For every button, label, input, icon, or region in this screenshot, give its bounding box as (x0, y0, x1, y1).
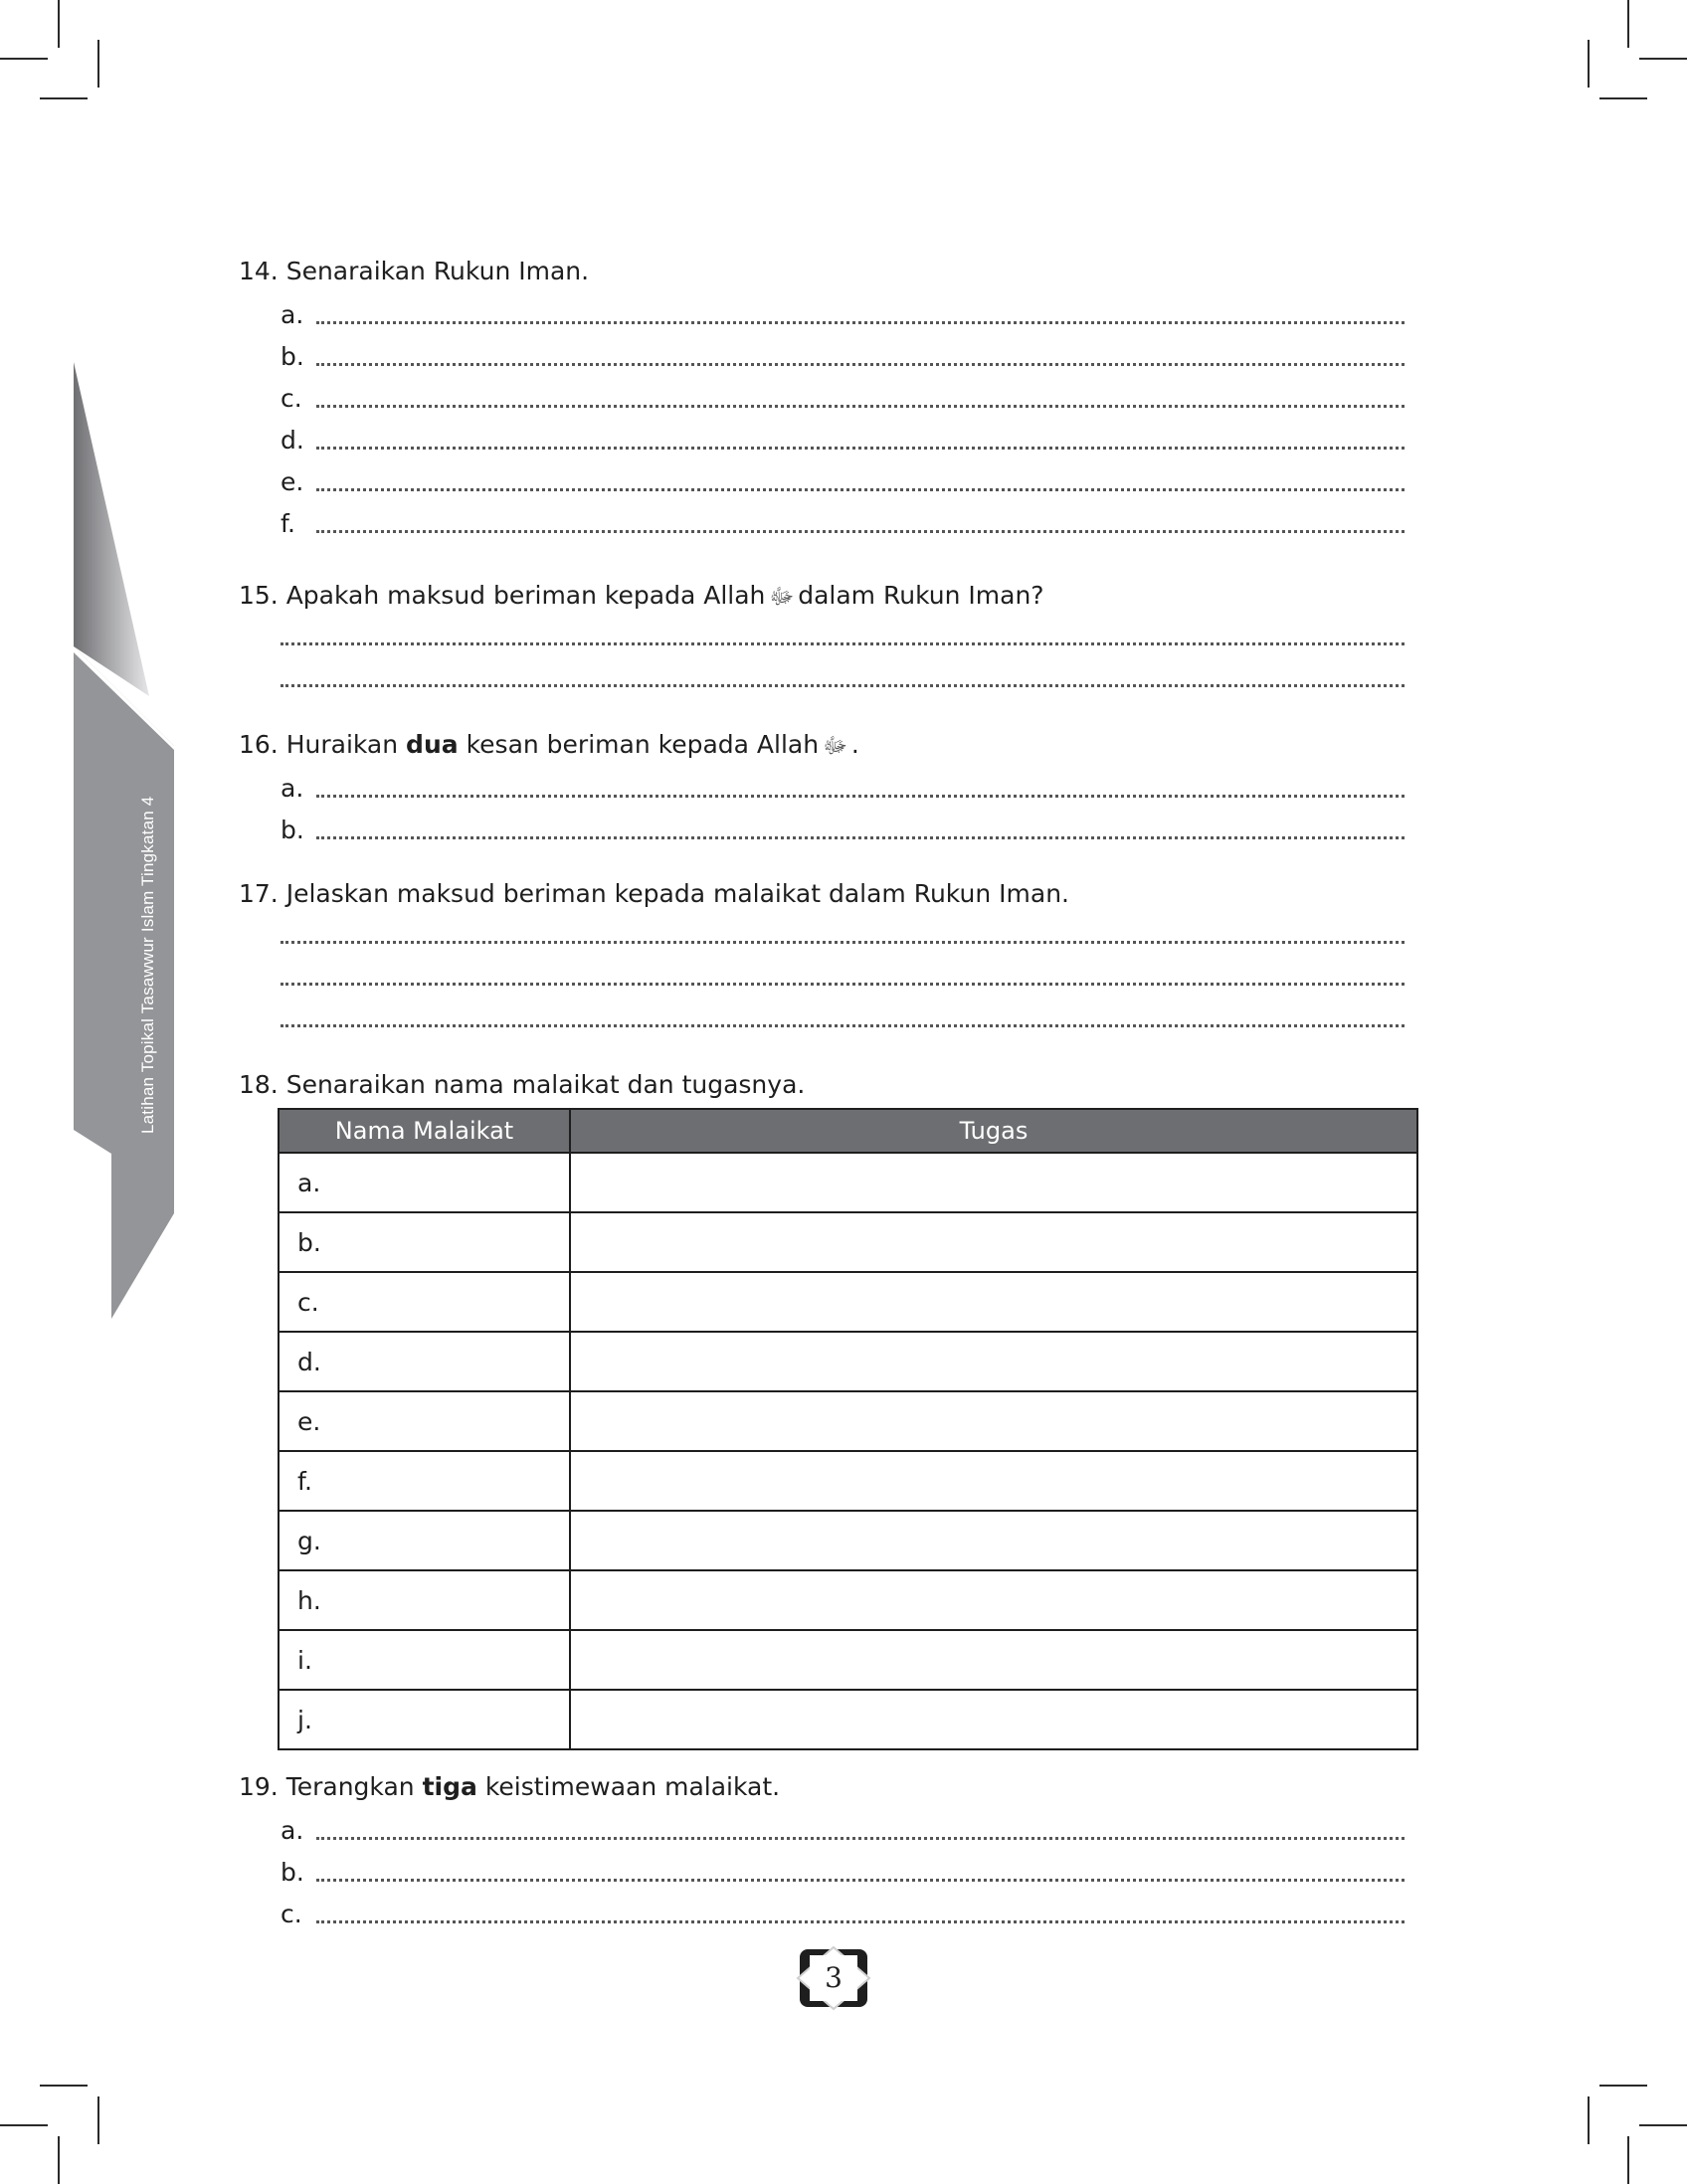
answer-label: c. (281, 1900, 302, 1928)
tugas-cell[interactable] (570, 1570, 1417, 1630)
table-row (279, 1630, 1417, 1690)
row-label[interactable]: g. (279, 1511, 570, 1570)
answer-line[interactable] (281, 1816, 1405, 1848)
tugas-cell[interactable] (570, 1212, 1417, 1272)
answer-line[interactable] (281, 1900, 1405, 1931)
answer-label: a. (281, 300, 304, 329)
answer-line[interactable] (281, 426, 1405, 457)
table-header-row (279, 1109, 1417, 1153)
question-14: 14. Senaraikan Rukun Iman. (239, 257, 590, 285)
answer-label: a. (281, 774, 304, 803)
side-tab-label: Latihan Topikal Tasawwur Islam Tingkatan 4 (138, 796, 157, 1134)
row-label[interactable]: f. (279, 1451, 570, 1511)
answer-label: f. (281, 509, 295, 538)
page-number-badge (796, 1945, 871, 2011)
question-18: 18. Senaraikan nama malaikat dan tugasnya. (239, 1070, 806, 1099)
row-label[interactable]: c. (279, 1272, 570, 1332)
tugas-cell[interactable] (570, 1511, 1417, 1570)
answer-line[interactable] (281, 642, 1405, 645)
answer-label: b. (281, 342, 304, 371)
answer-line[interactable] (281, 467, 1405, 499)
table-row (279, 1332, 1417, 1391)
question-text: 16. Huraikan (239, 730, 407, 759)
answer-line[interactable] (281, 300, 1405, 332)
answer-label: a. (281, 1816, 304, 1845)
table-row (279, 1511, 1417, 1570)
question-emphasis: tiga (422, 1772, 477, 1801)
crop-mark (0, 58, 48, 60)
crop-mark (1639, 58, 1687, 60)
table-row (279, 1690, 1417, 1749)
answer-line[interactable] (281, 1024, 1405, 1027)
allah-honorific-icon: ﷻ (823, 734, 847, 759)
question-text: kesan beriman kepada Allah (458, 730, 820, 759)
dotted-line (316, 836, 1405, 839)
crop-mark (40, 2085, 88, 2087)
crop-mark (58, 2136, 60, 2184)
crop-mark (1599, 2085, 1647, 2087)
crop-mark (40, 97, 88, 99)
tugas-cell[interactable] (570, 1153, 1417, 1212)
crop-mark (1627, 0, 1629, 48)
question-16 (239, 730, 859, 764)
question-19 (239, 1772, 780, 1801)
dotted-line (316, 447, 1405, 450)
answer-label: c. (281, 384, 302, 413)
dotted-line (316, 1837, 1405, 1840)
crop-mark (1599, 97, 1647, 99)
answer-label: b. (281, 816, 304, 844)
question-text: dalam Rukun Iman? (798, 581, 1044, 610)
answer-line[interactable] (281, 774, 1405, 806)
answer-line[interactable] (281, 941, 1405, 944)
header-nama-malaikat: Nama Malaikat (279, 1109, 570, 1153)
dotted-line (316, 1879, 1405, 1882)
header-tugas: Tugas (570, 1109, 1417, 1153)
answer-line[interactable] (281, 509, 1405, 541)
dotted-line (316, 488, 1405, 491)
table-row (279, 1391, 1417, 1451)
allah-honorific-icon: ﷻ (769, 585, 795, 610)
answer-label: b. (281, 1858, 304, 1887)
crop-mark (0, 2124, 48, 2126)
crop-mark (1588, 2096, 1590, 2144)
table-row (279, 1451, 1417, 1511)
answer-line[interactable] (281, 384, 1405, 416)
crop-mark (1639, 2124, 1687, 2126)
page-number: 3 (825, 1961, 843, 1994)
answer-line[interactable] (281, 684, 1405, 687)
row-label[interactable]: i. (279, 1630, 570, 1690)
tugas-cell[interactable] (570, 1451, 1417, 1511)
tugas-cell[interactable] (570, 1690, 1417, 1749)
tugas-cell[interactable] (570, 1272, 1417, 1332)
tugas-cell[interactable] (570, 1630, 1417, 1690)
question-text: . (850, 730, 859, 759)
row-label[interactable]: b. (279, 1212, 570, 1272)
row-label[interactable]: a. (279, 1153, 570, 1212)
row-label[interactable]: e. (279, 1391, 570, 1451)
row-label[interactable]: d. (279, 1332, 570, 1391)
dotted-line (316, 321, 1405, 324)
dotted-line (316, 405, 1405, 408)
dotted-line (316, 530, 1405, 533)
tugas-cell[interactable] (570, 1391, 1417, 1451)
table-row (279, 1570, 1417, 1630)
dotted-line (316, 795, 1405, 798)
row-label[interactable]: h. (279, 1570, 570, 1630)
table-row (279, 1212, 1417, 1272)
crop-mark (1588, 40, 1590, 88)
row-label[interactable]: j. (279, 1690, 570, 1749)
question-emphasis: dua (406, 730, 459, 759)
question-text: keistimewaan malaikat. (476, 1772, 781, 1801)
answer-line[interactable] (281, 1858, 1405, 1890)
answer-label: d. (281, 426, 304, 455)
dotted-line (316, 363, 1405, 366)
tugas-cell[interactable] (570, 1332, 1417, 1391)
answer-line[interactable] (281, 983, 1405, 986)
crop-mark (97, 2096, 99, 2144)
question-15 (239, 581, 1044, 615)
question-text: 19. Terangkan (239, 1772, 423, 1801)
side-tab (70, 358, 179, 1333)
crop-mark (58, 0, 60, 48)
question-text: 15. Apakah maksud beriman kepada Allah (239, 581, 766, 610)
table-row (279, 1272, 1417, 1332)
crop-mark (1627, 2136, 1629, 2184)
answer-line[interactable] (281, 342, 1405, 374)
dotted-line (316, 1920, 1405, 1923)
crop-mark (97, 40, 99, 88)
answer-label: e. (281, 467, 304, 496)
answer-line[interactable] (281, 816, 1405, 847)
question-17: 17. Jelaskan maksud beriman kepada malaikat dalam Rukun Iman. (239, 879, 1069, 908)
angel-table (278, 1108, 1418, 1750)
table-row (279, 1153, 1417, 1212)
